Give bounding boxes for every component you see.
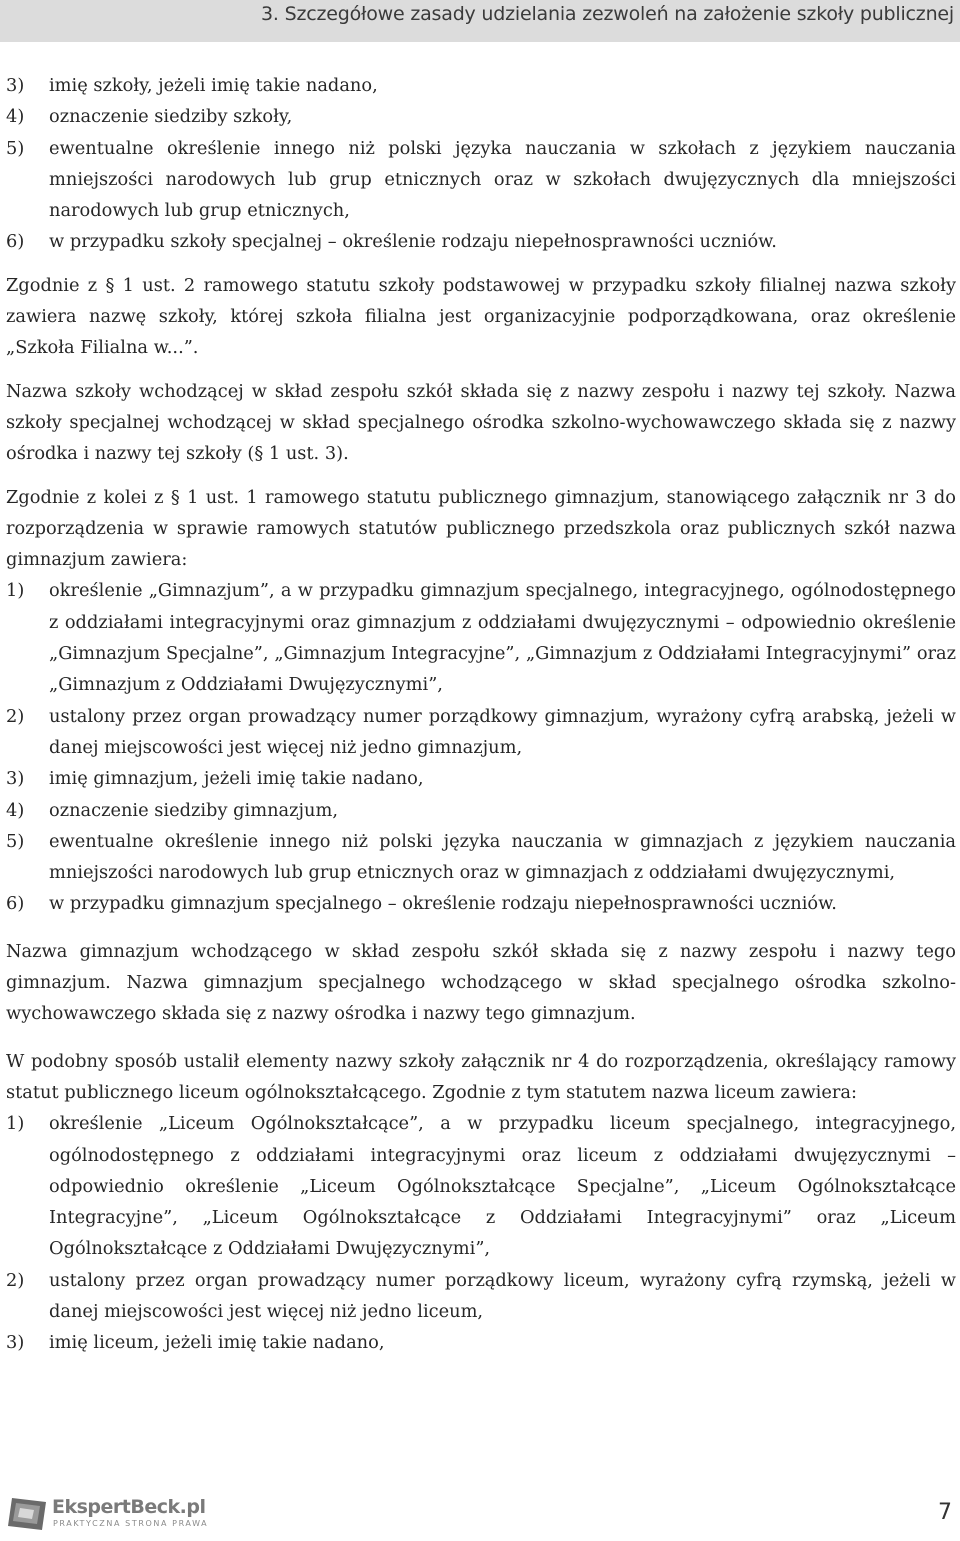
list-text: w przypadku szkoły specjalnej – określenie rodzaju niepełnosprawności uczniów. xyxy=(49,231,777,253)
running-header xyxy=(0,0,960,42)
list-number: 2) xyxy=(6,1269,25,1291)
list-text: imię szkoły, jeżeli imię takie nadano, xyxy=(49,75,378,96)
list-number: 4) xyxy=(6,106,25,128)
paragraph-gymnasium-intro: Zgodnie z kolei z § 1 ust. 1 ramowego statutu publicznego gimnazjum, stanowiącego załącznik nr 3 do rozporządzenia w sprawie ramowych statutów publicznego przedszkola oraz publicznych szkół nazwa gimnazjum zawiera: xyxy=(6,486,956,571)
paragraph-lyceum-intro: W podobny sposób ustalił elementy nazwy szkoły załącznik nr 4 do rozporządzenia, określający ramowy statut publicznego liceum ogólnokształcącego. Zgodnie z tym statutem nazwa liceum zawiera: xyxy=(6,1050,956,1103)
list-gymnasium-name-elements xyxy=(6,575,956,919)
list-school-name-elements xyxy=(6,70,956,258)
list-number: 6) xyxy=(6,893,25,915)
paragraph-branch-school: Zgodnie z § 1 ust. 2 ramowego statutu szkoły podstawowej w przypadku szkoły filialnej nazwa szkoły zawiera nazwę szkoły, której szkoła filialna jest organizacyjnie podporządkowana, oraz określenie „Szkoła Filialna w...”. xyxy=(6,274,956,359)
list-item xyxy=(6,701,956,764)
list-item xyxy=(6,1327,956,1358)
list-item xyxy=(6,226,956,257)
list-text: określenie „Liceum Ogólnokształcące”, a w przypadku liceum specjalnego, integracyjnego, ogólnodostępnego z oddziałami integracyjnymi oraz liceum z oddziałami dwujęzycznymi – odpowiednio określenie „Liceum Ogólnokształcące Specjalne”, „Liceum Ogólnokształcące Integracyjne”, „Liceum Ogólnokształcące z Oddziałami Integracyjnymi” oraz „Liceum Ogólnokształcące z Oddziałami Dwujęzycznymi”, xyxy=(49,1113,956,1260)
paragraph-school-complex: Nazwa szkoły wchodzącej w skład zespołu szkół składa się z nazwy zespołu i nazwy tej szkoły. Nazwa szkoły specjalnej wchodzącej w skład specjalnego ośrodka szkolno-wychowawczego składa się z nazwy ośrodka i nazwy tej szkoły (§ 1 ust. 3). xyxy=(6,380,956,465)
list-number: 5) xyxy=(6,137,25,159)
list-item xyxy=(6,575,956,700)
chapter-title: 3. Szczegółowe zasady udzielania zezwoleń na założenie szkoły publicznej xyxy=(261,3,954,25)
list-item xyxy=(6,101,956,132)
list-number: 3) xyxy=(6,75,25,96)
publisher-tagline: PRAKTYCZNA STRONA PRAWA xyxy=(53,1519,209,1528)
list-number: 6) xyxy=(6,231,25,253)
list-lyceum-name-elements xyxy=(6,1108,956,1358)
list-item xyxy=(6,133,956,227)
list-text: ustalony przez organ prowadzący numer porządkowy liceum, wyrażony cyfrą rzymską, jeżeli w danej miejscowości jest więcej niż jedno liceum, xyxy=(49,1269,956,1322)
list-text: imię gimnazjum, jeżeli imię takie nadano, xyxy=(49,768,424,790)
list-text: w przypadku gimnazjum specjalnego – określenie rodzaju niepełnosprawności uczniów. xyxy=(49,893,837,915)
publisher-logo xyxy=(6,1494,209,1534)
list-number: 3) xyxy=(6,1332,25,1354)
list-number: 2) xyxy=(6,705,25,727)
list-item xyxy=(6,826,956,889)
list-text: ustalony przez organ prowadzący numer porządkowy gimnazjum, wyrażony cyfrą arabską, jeżeli w danej miejscowości jest więcej niż jedno gimnazjum, xyxy=(49,705,956,758)
publisher-logo-icon xyxy=(6,1496,48,1532)
list-item xyxy=(6,763,956,794)
publisher-logo-text: EkspertBeck.pl xyxy=(52,1496,206,1518)
list-item xyxy=(6,888,956,919)
list-number: 1) xyxy=(6,580,25,602)
list-item xyxy=(6,70,956,101)
list-text: oznaczenie siedziby gimnazjum, xyxy=(49,799,338,821)
list-text: oznaczenie siedziby szkoły, xyxy=(49,106,293,128)
list-text: imię liceum, jeżeli imię takie nadano, xyxy=(49,1332,385,1354)
list-item xyxy=(6,795,956,826)
list-number: 3) xyxy=(6,768,25,790)
paragraph-gymnasium-complex: Nazwa gimnazjum wchodzącego w skład zespołu szkół składa się z nazwy zespołu i nazwy tego gimnazjum. Nazwa gimnazjum specjalnego wchodzącego w skład specjalnego ośrodka szkolno-wychowawczego składa się z nazwy ośrodka i nazwy tego gimnazjum. xyxy=(6,940,956,1025)
list-text: określenie „Gimnazjum”, a w przypadku gimnazjum specjalnego, integracyjnego, ogólnodostępnego z oddziałami integracyjnymi oraz gimnazjum z oddziałami dwujęzycznymi – odpowiednio określenie „Gimnazjum Specjalne”, „Gimnazjum Integracyjne”, „Gimnazjum z Oddziałami Integracyjnymi” oraz „Gimnazjum z Oddziałami Dwujęzycznymi”, xyxy=(49,580,956,696)
page-number: 7 xyxy=(938,1500,952,1525)
page-body xyxy=(6,70,956,1359)
list-text: ewentualne określenie innego niż polski języka nauczania w gimnazjach z językiem nauczania mniejszości narodowych lub grup etnicznych oraz w gimnazjach z oddziałami dwujęzycznymi, xyxy=(49,830,956,884)
list-number: 5) xyxy=(6,830,25,852)
list-text: ewentualne określenie innego niż polski języka nauczania w szkołach z językiem nauczania mniejszości narodowych lub grup etnicznych oraz w szkołach dwujęzycznych dla mniejszości narodowych lub grup etnicznych, xyxy=(49,137,956,222)
list-number: 4) xyxy=(6,799,25,821)
list-item xyxy=(6,1265,956,1328)
list-item xyxy=(6,1108,956,1264)
list-number: 1) xyxy=(6,1113,25,1135)
